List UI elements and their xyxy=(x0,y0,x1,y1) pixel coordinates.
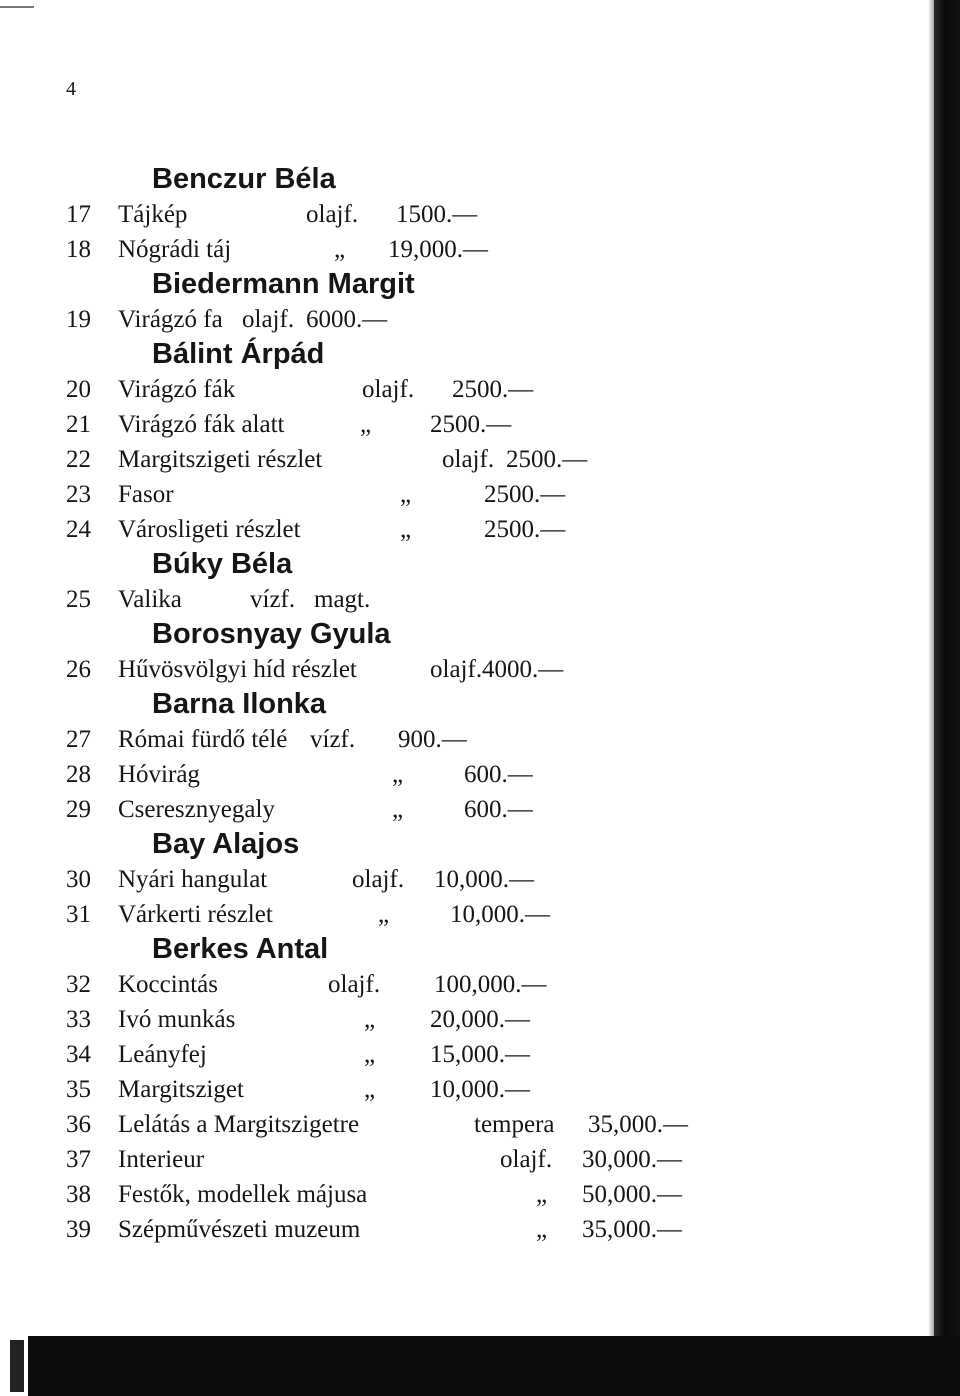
entry-title: Koccintás xyxy=(118,971,218,998)
entry-price: 1500.— xyxy=(396,201,478,228)
catalogue-entry xyxy=(66,757,766,792)
entry-title: Margitszigeti részlet xyxy=(118,446,323,473)
catalogue-entry xyxy=(66,442,766,477)
entry-medium: „ xyxy=(364,1006,376,1033)
entry-title: Tájkép xyxy=(118,201,188,228)
entry-title: Nógrádi táj xyxy=(118,236,232,263)
entry-price: 2500.— xyxy=(484,516,566,543)
catalogue-entry xyxy=(66,792,766,827)
entry-title: Várkerti részlet xyxy=(118,901,273,928)
artist-heading: Biedermann Margit xyxy=(152,268,415,300)
entry-medium: „ xyxy=(392,796,404,823)
catalogue-entry xyxy=(66,1177,766,1212)
artist-heading: Barna Ilonka xyxy=(152,688,327,720)
entry-number: 27 xyxy=(66,726,91,753)
artist-heading: Berkes Antal xyxy=(152,933,329,965)
entry-medium: „ xyxy=(536,1216,548,1243)
entry-number: 28 xyxy=(66,761,91,788)
entry-title: Nyári hangulat xyxy=(118,866,268,893)
catalogue-entry xyxy=(66,897,766,932)
catalogue-entry xyxy=(66,1037,766,1072)
entry-title: Virágzó fák xyxy=(118,376,236,403)
entry-medium: vízf. xyxy=(310,726,356,753)
entry-price: 19,000.— xyxy=(388,236,488,263)
entry-medium: „ xyxy=(400,516,412,543)
entry-medium: „ xyxy=(364,1041,376,1068)
entry-price: 2500.— xyxy=(484,481,566,508)
entry-price: 2500.— xyxy=(506,446,588,473)
catalogue-entry xyxy=(66,1107,766,1142)
scan-edge-right xyxy=(934,0,960,1396)
entry-medium: olajf. xyxy=(500,1146,553,1173)
entry-medium: olajf. xyxy=(352,866,405,893)
entry-price: 35,000.— xyxy=(582,1216,682,1243)
entry-medium: „ xyxy=(334,236,346,263)
entry-title: Virágzó fa xyxy=(118,306,223,333)
page-number: 4 xyxy=(66,78,76,100)
entry-medium: „ xyxy=(400,481,412,508)
entry-number: 33 xyxy=(66,1006,91,1033)
catalogue-entry xyxy=(66,722,766,757)
catalogue-entry xyxy=(66,582,766,617)
entry-number: 18 xyxy=(66,236,91,263)
entry-medium: olajf. xyxy=(362,376,415,403)
entry-number: 19 xyxy=(66,306,91,333)
scan-top-margin xyxy=(0,0,960,6)
entry-number: 29 xyxy=(66,796,91,823)
entry-number: 20 xyxy=(66,376,91,403)
entry-title: Lelátás a Margitszigetre xyxy=(118,1111,360,1138)
entry-price: 50,000.— xyxy=(582,1181,682,1208)
entry-title: Hóvirág xyxy=(118,761,200,788)
entry-price: 15,000.— xyxy=(430,1041,530,1068)
entry-title: Virágzó fák alatt xyxy=(118,411,285,438)
entry-price: 900.— xyxy=(398,726,467,753)
catalogue-entry xyxy=(66,652,766,687)
entry-price: 600.— xyxy=(464,796,533,823)
entry-title: Fasor xyxy=(118,481,174,508)
entry-price: 2500.— xyxy=(430,411,512,438)
catalogue-entry xyxy=(66,407,766,442)
catalogue-entry xyxy=(66,967,766,1002)
entry-title: Városligeti részlet xyxy=(118,516,301,543)
entry-medium: „ xyxy=(360,411,372,438)
scan-mark-top xyxy=(0,6,34,8)
entry-title: Szépművészeti muzeum xyxy=(118,1216,361,1243)
entry-price: 10,000.— xyxy=(430,1076,530,1103)
entry-number: 34 xyxy=(66,1041,91,1068)
entry-medium: olajf. xyxy=(430,656,483,683)
entry-price: magt. xyxy=(314,586,371,613)
entry-number: 17 xyxy=(66,201,91,228)
catalogue-entry xyxy=(66,302,766,337)
entry-number: 22 xyxy=(66,446,91,473)
entry-number: 25 xyxy=(66,586,91,613)
artist-heading: Búky Béla xyxy=(152,548,293,580)
scan-edge-bottom xyxy=(28,1336,960,1396)
entry-title: Festők, modellek májusa xyxy=(118,1181,368,1208)
catalogue-entry xyxy=(66,1002,766,1037)
catalogue-entry xyxy=(66,862,766,897)
catalogue-entry xyxy=(66,1212,766,1247)
entry-price: 6000.— xyxy=(306,306,388,333)
artist-heading: Benczur Béla xyxy=(152,163,336,195)
entry-price: 30,000.— xyxy=(582,1146,682,1173)
entry-number: 30 xyxy=(66,866,91,893)
entry-price: 10,000.— xyxy=(434,866,534,893)
entry-price: 4000.— xyxy=(482,656,564,683)
entry-number: 21 xyxy=(66,411,91,438)
catalogue-entry xyxy=(66,477,766,512)
catalogue-entry xyxy=(66,512,766,547)
entry-medium: olajf. xyxy=(242,306,295,333)
entry-medium: „ xyxy=(364,1076,376,1103)
entry-medium: „ xyxy=(378,901,390,928)
entry-title: Interieur xyxy=(118,1146,205,1173)
entry-medium: „ xyxy=(536,1181,548,1208)
entry-medium: vízf. xyxy=(250,586,296,613)
entry-title: Hűvösvölgyi híd részlet xyxy=(118,656,357,683)
artist-heading: Bálint Árpád xyxy=(152,338,325,370)
entry-price: 600.— xyxy=(464,761,533,788)
scan-speck xyxy=(10,1340,24,1392)
entry-medium: olajf. xyxy=(306,201,359,228)
entry-title: Cseresznyegaly xyxy=(118,796,275,823)
entry-number: 35 xyxy=(66,1076,91,1103)
entry-price: 20,000.— xyxy=(430,1006,530,1033)
entry-medium: tempera xyxy=(474,1111,555,1138)
catalogue-entry xyxy=(66,197,766,232)
entry-price: 35,000.— xyxy=(588,1111,688,1138)
catalogue-entry xyxy=(66,232,766,267)
entry-medium: olajf. xyxy=(328,971,381,998)
entry-number: 38 xyxy=(66,1181,91,1208)
catalogue-list xyxy=(66,162,766,1247)
entry-medium: „ xyxy=(392,761,404,788)
catalogue-entry xyxy=(66,1072,766,1107)
catalogue-entry xyxy=(66,1142,766,1177)
entry-price: 10,000.— xyxy=(450,901,550,928)
entry-number: 37 xyxy=(66,1146,91,1173)
entry-number: 26 xyxy=(66,656,91,683)
entry-price: 100,000.— xyxy=(434,971,547,998)
entry-number: 36 xyxy=(66,1111,91,1138)
entry-number: 31 xyxy=(66,901,91,928)
entry-number: 32 xyxy=(66,971,91,998)
artist-heading: Bay Alajos xyxy=(152,828,300,860)
artist-heading: Borosnyay Gyula xyxy=(152,618,391,650)
entry-title: Margitsziget xyxy=(118,1076,244,1103)
entry-medium: olajf. xyxy=(442,446,495,473)
entry-title: Római fürdő télé xyxy=(118,726,288,753)
entry-title: Valika xyxy=(118,586,182,613)
entry-number: 24 xyxy=(66,516,91,543)
catalogue-entry xyxy=(66,372,766,407)
entry-price: 2500.— xyxy=(452,376,534,403)
entry-title: Ivó munkás xyxy=(118,1006,236,1033)
entry-number: 39 xyxy=(66,1216,91,1243)
entry-number: 23 xyxy=(66,481,91,508)
entry-title: Leányfej xyxy=(118,1041,207,1068)
